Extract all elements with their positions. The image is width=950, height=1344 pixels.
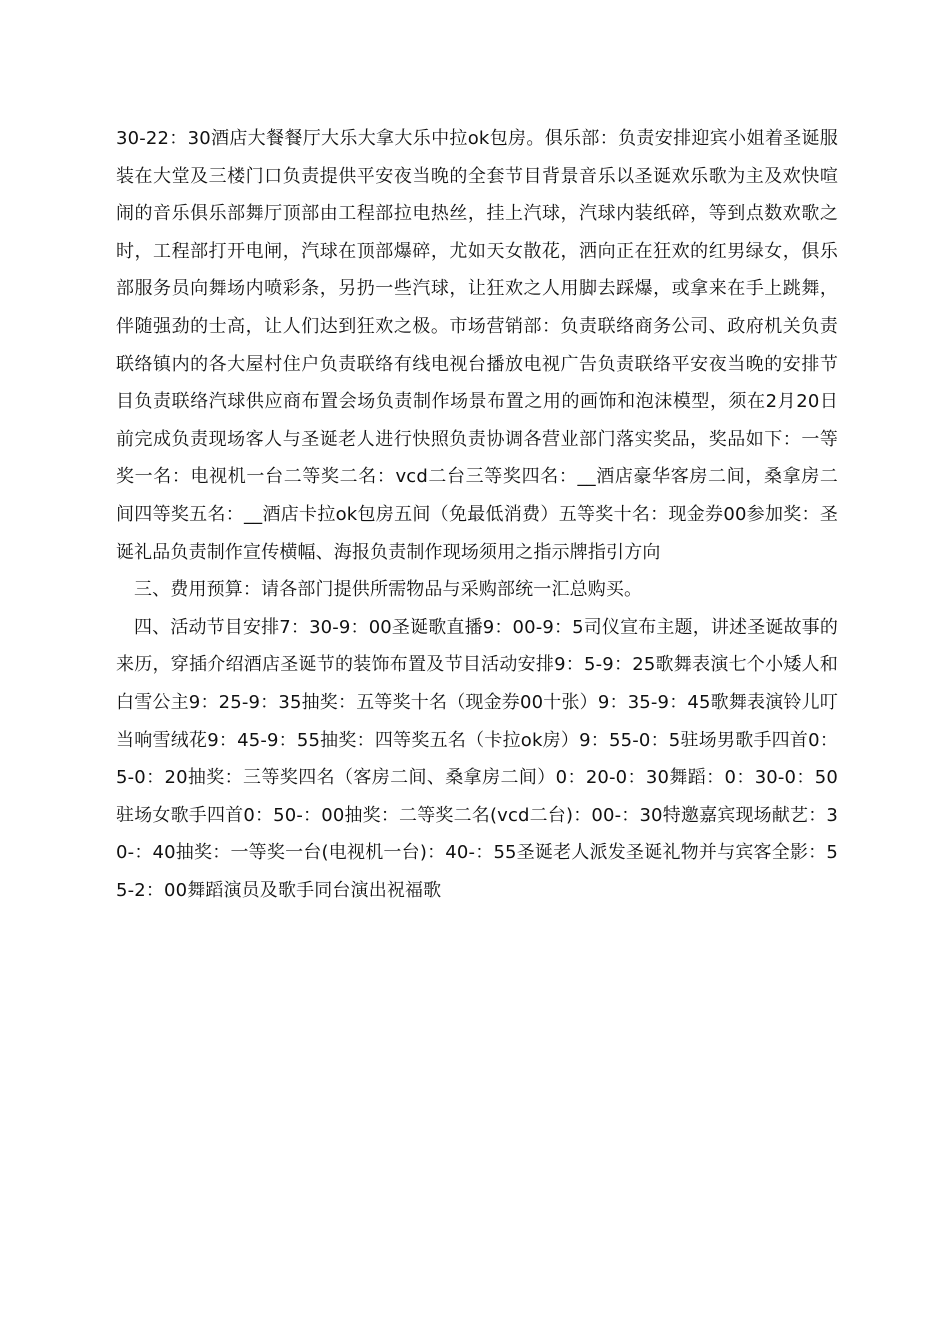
paragraph-budget: 三、费用预算：请各部门提供所需物品与采购部统一汇总购买。 [134, 579, 643, 601]
paragraph-program-schedule: 四、活动节目安排7：30-9：00圣诞歌直播9：00-9：5司仪宣布主题，讲述圣诞故事的来历，穿插介绍酒店圣诞节的装饰布置及节目活动安排9：5-9：25歌舞表演七个小矮人和白雪公主9：25-9：35抽奖：五等奖十名（现金券00十张）9：35-9：45歌舞表演铃儿叮当响雪绒花9：45-9：55抽奖：四等奖五名（卡拉ok房）9：55-0：5驻场男歌手四首0：5-0：20抽奖：三等奖四名（客房二间、桑拿房二间）0：20-0：30舞蹈：0：30-0：50驻场女歌手四首0：50-：00抽奖：二等奖二名(vcd二台)：00-：30特邀嘉宾现场献艺：30-：40抽奖：一等奖一台(电视机一台)：40-：55圣诞老人派发圣诞礼物并与宾客全影：55-2：00舞蹈演员及歌手同台演出祝福歌 [116, 616, 838, 901]
paragraph-arrangements: 30-22：30酒店大餐餐厅大乐大拿大乐中拉ok包房。俱乐部：负责安排迎宾小姐着圣诞服装在大堂及三楼门口负责提供平安夜当晚的全套节目背景音乐以圣诞欢乐歌为主及欢快喧闹的音乐俱乐部舞厅顶部由工程部拉电热丝，挂上汽球，汽球内装纸碎，等到点数欢歌之时，工程部打开电闸，汽球在顶部爆碎，尤如天女散花，洒向正在狂欢的红男绿女，俱乐部服务员向舞场内喷彩条，另扔一些汽球，让狂欢之人用脚去踩爆，或拿来在手上跳舞，伴随强劲的士高，让人们达到狂欢之极。市场营销部：负责联络商务公司、政府机关负责联络镇内的各大屋村住户负责联络有线电视台播放电视广告负责联络平安夜当晚的安排节目负责联络汽球供应商布置会场负责制作场景布置之用的画饰和泡沫模型，须在2月20日前完成负责现场客人与圣诞老人进行快照负责协调各营业部门落实奖品，奖品如下：一等奖一名：电视机一台二等奖二名：vcd二台三等奖四名：__酒店豪华客房二间，桑拿房二间四等奖五名：__酒店卡拉ok包房五间（免最低消费）五等奖十名：现金券00参加奖：圣诞礼品负责制作宣传横幅、海报负责制作现场须用之指示牌指引方向 [116, 128, 838, 563]
document-body [116, 120, 838, 909]
